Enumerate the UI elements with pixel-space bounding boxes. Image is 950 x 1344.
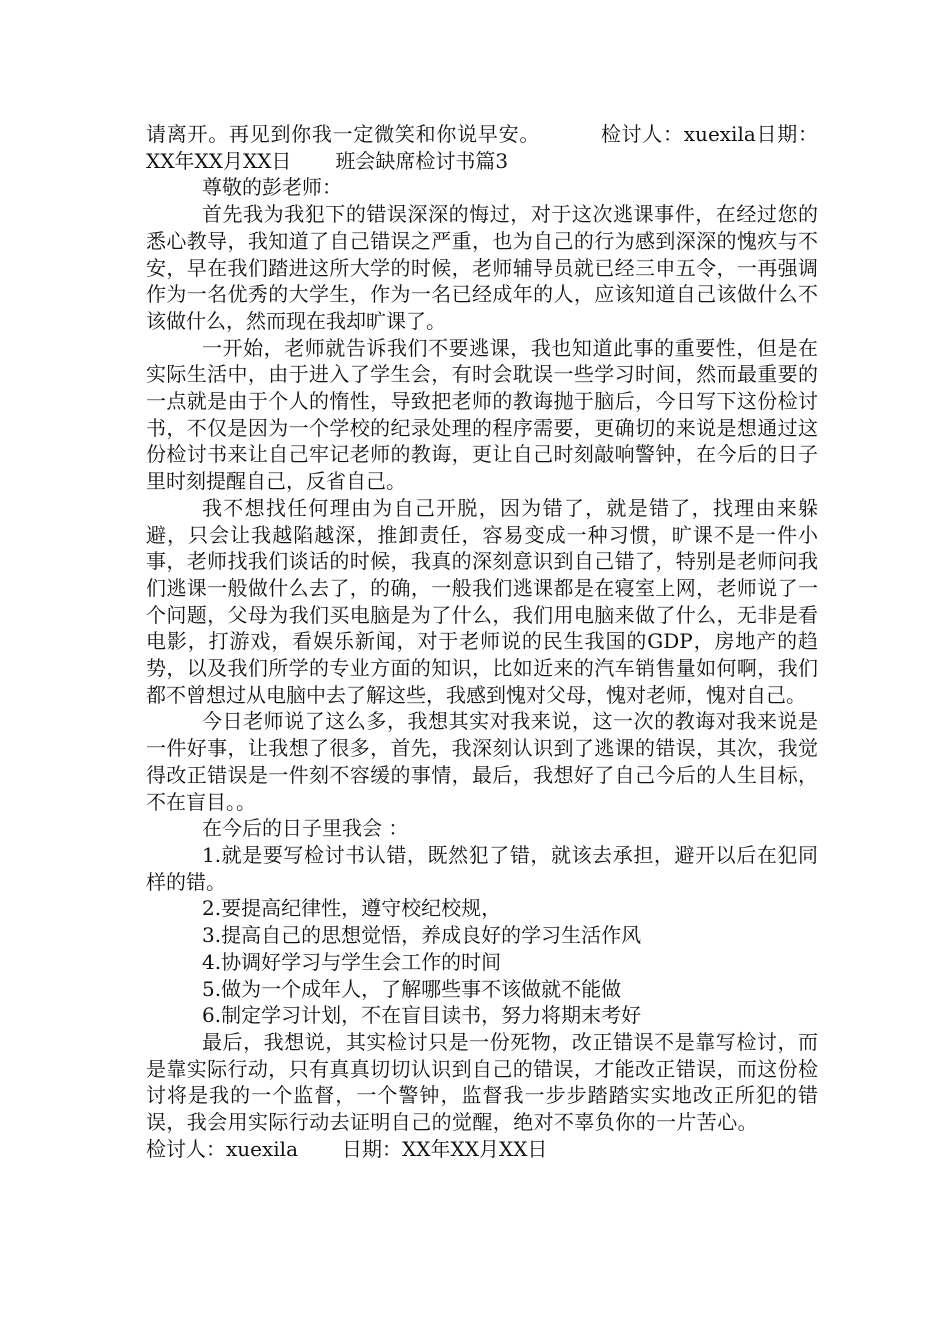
paragraph-5: 在今后的日子里我会 ： bbox=[202, 816, 409, 841]
list-item: 3.提高自己的思想觉悟，养成良好的学习生活作风 bbox=[202, 923, 642, 948]
closing-date: 日期：XX年XX月XX日 bbox=[342, 1136, 548, 1161]
list-item: 2.要提高纪律性，遵守校纪校规， bbox=[202, 896, 502, 921]
closing-signer: 检讨人：xuexila bbox=[146, 1136, 298, 1161]
top-line-text: 请离开。再见到你我一定微笑和你说早安。 bbox=[146, 122, 541, 146]
paragraph-4: 今日老师说了这么多，我想其实对我来说，这一次的教诲对我来说是一件好事，让我想了很多，首先，我深刻认识到了逃课的错误，其次，我觉得改正错误是一件刻不容缓的事情，最后，我想好了自己今后的人生目标，不在盲目。。 bbox=[146, 709, 818, 814]
paragraph-3: 我不想找任何理由为自己开脱，因为错了，就是错了，找理由来躲避，只会让我越陷越深，推卸责任，容易变成一种习惯，旷课不是一件小事，老师找我们谈话的时候，我真的深刻意识到自己错了，特别是老师问我们逃课一般做什么去了，的确，一般我们逃课都是在寝室上网，老师说了一个问题，父母为我们买电脑是为了什么，我们用电脑来做了什么，无非是看电影，打游戏，看娱乐新闻，对于老师说的民生我国的GDP，房地产的趋势，以及我们所学的专业方面的知识，比如近来的汽车销售量如何啊，我们都不曾想过从电脑中去了解这些，我感到愧对父母，愧对老师，愧对自己。 bbox=[146, 495, 818, 707]
paragraph-1: 首先我为我犯下的错误深深的悔过，对于这次逃课事件，在经过您的悉心教导，我知道了自己错误之严重，也为自己的行为感到深深的愧疚与不安，早在我们踏进这所大学的时候，老师辅导员就已经三申五令，一再强调作为一名优秀的大学生，作为一名已经成年的人，应该知道自己该做什么不该做什么，然而现在我却旷课了。 bbox=[146, 202, 818, 333]
closing-paragraph bbox=[146, 1029, 818, 1163]
closing-text: 最后，我想说，其实检讨只是一份死物，改正错误不是靠写检讨，而是靠实际行动，只有真真切切认识到自己的错误，才能改正错误，而这份检讨将是我的一个监督，一个警钟，监督我一步步踏踏实实地改正所犯的错误，我会用实际行动去证明自己的觉醒，绝对不辜负你的一片苦心。 bbox=[146, 1029, 818, 1135]
salutation: 尊敬的彭老师： bbox=[202, 175, 342, 200]
paragraph-2: 一开始，老师就告诉我们不要逃课，我也知道此事的重要性，但是在实际生活中，由于进入了学生会，有时会耽误一些学习时间，然而最重要的一点就是由于个人的惰性，导致把老师的教诲抛于脑后，今日写下这份检讨书，不仅是因为一个学校的纪录处理的程序需要，更确切的来说是想通过这份检讨书来让自己牢记老师的教诲，更让自己时刻敲响警钟，在今后的日子里时刻提醒自己，反省自己。 bbox=[146, 335, 818, 494]
list-item: 5.做为一个成年人，了解哪些事不该做就不能做 bbox=[202, 976, 622, 1001]
list-item: 1.就是要写检讨书认错，既然犯了错，就该去承担，避开以后在犯同样的错。 bbox=[146, 842, 818, 894]
top-signer: 检讨人：xuexila bbox=[600, 122, 756, 146]
document-body bbox=[146, 121, 818, 1162]
list-item: 4.协调好学习与学生会工作的时间 bbox=[202, 949, 502, 974]
section-title: 班会缺席检讨书篇3 bbox=[335, 148, 509, 173]
top-date: 日期：XX年XX月XX日 bbox=[146, 122, 819, 173]
top-line bbox=[146, 121, 818, 174]
list-item: 6.制定学习计划，不在盲目读书，努力将期末考好 bbox=[202, 1003, 642, 1028]
